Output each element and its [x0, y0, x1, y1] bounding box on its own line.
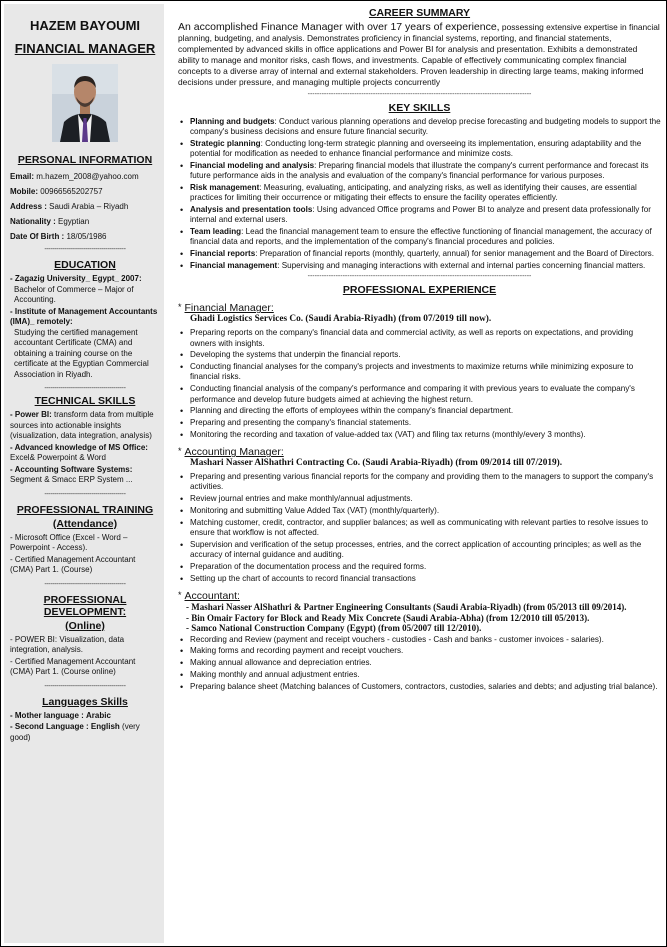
language-item [10, 711, 160, 722]
education-heading: EDUCATION [54, 259, 116, 271]
divider: ---------------------------------------- [44, 490, 126, 498]
skill-title: Team leading [190, 227, 242, 237]
education-item [10, 307, 160, 328]
skill-desc: : Using advanced Office programs and Power BI to analyze and present data professionally for internal and external users. [190, 204, 651, 225]
skill-title: Risk management [190, 182, 260, 192]
list-item [190, 183, 661, 204]
email-label: Email: [10, 172, 35, 181]
language-value: Arabic [86, 710, 111, 720]
skill-desc: : Measuring, evaluating, anticipating, and analyzing risks, as well as identifying their causes, are essential practices for limiting their occurrence or mitigating their effects to ensure the facility operates efficiently. [190, 182, 637, 203]
personal-info-heading: PERSONAL INFORMATION [17, 154, 153, 166]
development-subheading: (Online) [65, 619, 105, 632]
skill-desc: : Lead the financial management team to ensure the effective functioning of financial management, the accuracy of financial data and reports, and the implementation of the company's financial procedures and policies. [190, 227, 652, 247]
skill-title: Analysis and presentation tools [190, 204, 313, 214]
experience-heading: PROFESSIONAL EXPERIENCE [342, 284, 497, 297]
development-item: - Certified Management Accountant (CMA) Part 1. (Course online) [10, 656, 136, 676]
list-item [190, 227, 661, 248]
list-item [190, 139, 661, 160]
profile-photo [52, 64, 118, 142]
mobile-value: 00966565202757 [40, 187, 103, 196]
candidate-name: HAZEM BAYOUMI [29, 18, 141, 33]
list-item [190, 205, 661, 226]
skill-title: - Advanced knowledge of MS Office: [10, 442, 148, 452]
list-item: • Monitoring the recording and taxation of value-added tax (VAT) and filing tax returns (monthly/every 3 months). [190, 430, 661, 440]
list-item [190, 117, 661, 138]
list-item: • Preparing and presenting the company's financial statements. [190, 418, 661, 428]
list-item: • Developing the systems that underpin the financial reports. [190, 350, 661, 360]
job-title-text: Accountant: [184, 590, 240, 603]
list-item: • Matching customer, credit, contractor, and supplier balances; as well as communicating with relevant parties to resolve issues to ensure that workflow is not affected. [190, 518, 661, 539]
job-title [178, 446, 661, 458]
list-item: • Recording and Review (payment and receipt vouchers - custodies - Cash and banks - customer invoices - salaries). [190, 635, 661, 645]
job-duties-list [178, 635, 661, 692]
list-item: • Setting up the chart of accounts to record financial transactions [190, 574, 661, 584]
dob-row [10, 232, 160, 241]
divider: ------------------------------------------------------------------------------------------------ [307, 273, 532, 281]
education-item [10, 274, 160, 285]
list-item [190, 161, 661, 182]
list-item: • Conducting financial analysis of the company's performance and comparing it with previous years to evaluate the company's performance and develop future budgets aimed at achieving the highest return. [190, 384, 661, 405]
development-item: - POWER BI: Visualization, data integration, analysis. [10, 634, 125, 654]
main-content [178, 7, 661, 694]
mobile-label: Mobile: [10, 187, 38, 196]
dob-value: 18/05/1986 [66, 232, 107, 241]
skill-desc: Excel& Powerpoint & Word [10, 453, 106, 462]
skill-desc: : Preparation of financial reports (monthly, quarterly, annual) for senior management and the Board of Directors. [255, 249, 654, 259]
career-summary-text [178, 22, 661, 89]
skill-title: Financial modeling and analysis [190, 160, 315, 170]
technical-skill-item [10, 443, 160, 464]
dob-label: Date Of Birth : [10, 232, 65, 241]
list-item: • Making forms and recording payment and receipt vouchers. [190, 646, 661, 656]
skill-desc: : Conduct various planning operations and develop precise forecasting and budgeting models to support the company's business decisions and ensure future financial security. [190, 116, 661, 136]
job-duties-list [178, 328, 661, 440]
training-heading: PROFESSIONAL TRAINING [16, 503, 154, 516]
list-item: • Planning and directing the efforts of employees within the company's financial department. [190, 406, 661, 416]
skill-desc: : Preparing financial models that illustrate the company's current performance and forecast its future performance aids in the analysis and evaluation of the company's financial performance for various purposes. [190, 160, 649, 181]
list-item [190, 261, 661, 271]
language-extra: (very good) [10, 722, 140, 742]
skill-title: Financial management [190, 260, 278, 270]
skill-title: Strategic planning [190, 138, 261, 148]
company-line: Ghadi Logistics Services Co. (Saudi Arabia-Riyadh) (from 07/2019 till now). [190, 314, 492, 325]
list-item: • Making annual allowance and depreciation entries. [190, 658, 661, 668]
key-skills-list [178, 117, 661, 272]
job-title [178, 302, 661, 314]
nationality-value: Egyptian [58, 217, 90, 226]
list-item: • Preparing reports on the company's financial data and commercial activity, as well as reports on expectations, and providing owners with insights. [190, 328, 661, 349]
list-item: • Supervision and verification of the setup processes, entries, and the correct application of accounting principles; as well as the accuracy of internal guidance and auditing. [190, 540, 661, 561]
skill-title: - Power BI: [10, 410, 52, 419]
skill-desc: transform data from multiple sources into actionable insights (visualization, data integration, analysis) [10, 410, 154, 440]
divider: ---------------------------------------- [44, 385, 126, 392]
sidebar [4, 4, 164, 943]
education-desc: Studying the certified management accountant Certificate (CMA) and obtaining a training course on the certificate at the Egyptian Commercial Association in Riyadh. [14, 327, 149, 379]
education-title: - Institute of Management Accountants (IMA)_ remotely: [10, 306, 158, 326]
language-label: - Second Language : [10, 722, 89, 731]
language-item [10, 722, 160, 743]
skill-title: Planning and budgets [190, 116, 275, 126]
technical-skill-item [10, 410, 160, 442]
development-heading: PROFESSIONAL DEVELOPMENT: [43, 593, 127, 618]
education-title: - Zagazig University_ Egypt_ 2007: [10, 274, 142, 283]
profile-photo-image [52, 64, 118, 142]
languages-heading: Languages Skills [42, 695, 128, 708]
skill-desc: : Supervising and managing interactions with external and internal parties concerning financial matters. [277, 260, 646, 270]
training-subheading: (Attendance) [52, 517, 118, 530]
summary-lead: An accomplished Finance Manager with over 17 years of experience, [178, 21, 500, 33]
list-item: • Making monthly and annual adjustment entries. [190, 670, 661, 680]
training-item: - Microsoft Office (Excel - Word – Powerpoint - Access). [10, 532, 128, 552]
training-item: - Certified Management Accountant (CMA) Part 1. (Course) [10, 554, 136, 574]
address-row [10, 202, 160, 211]
company-line: - Samco National Construction Company (Egypt) (from 05/2007 till 12/2010). [186, 623, 482, 634]
list-item: • Conducting financial analyses for the company's projects and investments to maximize returns while minimizing exposure to financial risks. [190, 362, 661, 383]
skill-desc: Segment & Smacc ERP System ... [10, 475, 133, 484]
divider: ---------------------------------------- [44, 246, 126, 253]
skill-title: - Accounting Software Systems: [10, 464, 133, 474]
list-item: • Preparing balance sheet (Matching balances of Customers, contractors, custodies, salaries and debts; and adjusting trial balance). [190, 682, 661, 692]
career-summary-heading: CAREER SUMMARY [368, 7, 471, 19]
job-marker: * [178, 302, 182, 313]
company-line: - Mashari Nasser AlShathri & Partner Engineering Consultants (Saudi Arabia-Riyadh) (from 05/2013 till 09/2014). [186, 602, 627, 613]
job-marker: * [178, 590, 182, 601]
company-line: Mashari Nasser AlShathri Contracting Co. (Saudi Arabia-Riyadh) (from 09/2014 till 07/2019). [190, 458, 563, 469]
candidate-role: FINANCIAL MANAGER [14, 41, 156, 56]
list-item: • Preparation of the documentation process and the required forms. [190, 562, 661, 572]
list-item: • Monitoring and submitting Value Added Tax (VAT) (monthly/quarterly). [190, 506, 661, 516]
job-title [178, 590, 661, 602]
skill-title: Financial reports [190, 249, 256, 259]
technical-skills-heading: TECHNICAL SKILLS [34, 395, 136, 407]
key-skills-heading: KEY SKILLS [388, 101, 451, 114]
job-marker: * [178, 446, 182, 457]
email-value[interactable]: m.hazem_2008@yahoo.com [36, 172, 139, 181]
education-desc: Bachelor of Commerce – Major of Accounting. [14, 284, 134, 304]
address-value: Saudi Arabia – Riyadh [49, 202, 129, 211]
job-title-text: Accounting Manager: [184, 446, 284, 459]
summary-body: possessing extensive expertise in financial planning, budgeting, and analysis. Demonstrates proficiency in financial systems, reporting, and financial statements, complemented by advanced skills in office applications and Power BI for analysis and presentation. Exhibits a demonstrated ability to manage and monitor risks, cash flows, and investments. Capable of effectively communicating complex financial concepts to a diverse array of internal and external stakeholders. Proven leadership in directing large teams, making informed decisions under pressure, and managing multiple projects concurrently [178, 22, 660, 88]
language-label: - Mother language : [10, 710, 84, 720]
divider: ------------------------------------------------------------------------------------------------ [307, 90, 532, 98]
nationality-label: Nationality : [10, 217, 56, 226]
mobile-row [10, 187, 160, 196]
skill-desc: : Conducting long-term strategic planning and overseeing its implementation, ensuring adaptability and the potential for modification as needed to enhance financial performance and minimize costs. [190, 138, 642, 158]
job-duties-list [178, 472, 661, 584]
divider: ---------------------------------------- [44, 682, 126, 690]
job-title-text: Financial Manager: [184, 302, 274, 315]
list-item: • Preparing and presenting various financial reports for the company and providing them to the managers to support the company's activities. [190, 472, 661, 493]
nationality-row [10, 217, 160, 226]
email-row [10, 172, 160, 181]
technical-skill-item [10, 465, 160, 486]
company-line: - Bin Omair Factory for Block and Ready Mix Concrete (Saudi Arabia-Abha) (from 12/2010 till 05/2013). [186, 612, 590, 623]
address-label: Address : [10, 202, 47, 211]
list-item [190, 249, 661, 259]
divider: ---------------------------------------- [44, 580, 126, 588]
list-item: • Review journal entries and make monthly/annual adjustments. [190, 494, 661, 504]
language-value: English [90, 722, 120, 731]
